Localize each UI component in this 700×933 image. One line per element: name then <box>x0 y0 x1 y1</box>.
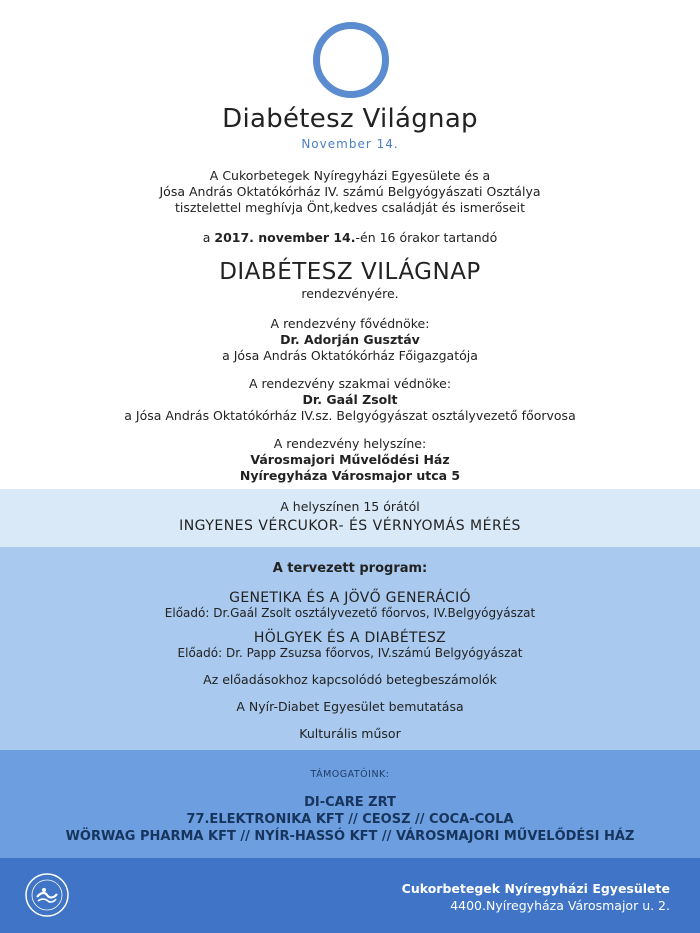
patron-label: A rendezvény fővédnöke: <box>270 316 430 331</box>
sponsors-line-1: DI-CARE ZRT <box>304 795 396 810</box>
date-pre: a <box>202 230 215 245</box>
screening-time: A helyszínen 15 órától <box>280 499 420 514</box>
page-title: Diabétesz Világnap <box>222 104 478 134</box>
date-post: -én 16 órakor tartandó <box>355 230 498 245</box>
program-item-4: A Nyír-Diabet Egyesület bemutatása <box>236 699 464 714</box>
program-heading: A tervezett program: <box>272 561 428 576</box>
professional-patron-role: a Jósa András Oktatókórház IV.sz. Belgyógyászat osztályvezető főorvosa <box>124 408 576 423</box>
talk-2-speaker: Előadó: Dr. Papp Zsuzsa főorvos, IV.számú Belgyógyászat <box>177 646 523 660</box>
sponsors-band <box>0 750 700 858</box>
invitation-line-3: tisztelettel meghívja Önt,kedves családját és ismerőseit <box>175 200 525 215</box>
professional-patron-label: A rendezvény szakmai védnöke: <box>248 376 452 391</box>
talk-1-title: GENETIKA ÉS A JÖVŐ GENERÁCIÓ <box>229 590 471 606</box>
screening-offer: INGYENES VÉRCUKOR- ÉS VÉRNYOMÁS MÉRÉS <box>179 518 521 534</box>
association-logo-icon <box>24 872 70 918</box>
talk-1-speaker: Előadó: Dr.Gaál Zsolt osztályvezető főorvos, IV.Belgyógyászat <box>164 606 536 620</box>
event-date-line <box>0 230 700 246</box>
program-item-5: Kulturális műsor <box>299 726 401 741</box>
event-suffix: rendezvényére. <box>301 286 399 301</box>
patron-role: a Jósa András Oktatókórház Főigazgatója <box>222 348 478 363</box>
invitation-line-2: Jósa András Oktatókórház IV. számú Belgyógyászati Osztálya <box>159 184 541 199</box>
footer-address: 4400.Nyíregyháza Városmajor u. 2. <box>450 898 670 913</box>
patron-name: Dr. Adorján Gusztáv <box>280 332 420 347</box>
footer-band <box>0 858 700 933</box>
event-title: DIABÉTESZ VILÁGNAP <box>219 259 481 285</box>
program-item-3: Az előadásokhoz kapcsolódó betegbeszámolók <box>203 672 497 687</box>
sponsors-line-3: WÖRWAG PHARMA KFT // NYÍR-HASSÓ KFT // VÁROSMAJORI MŰVELŐDÉSI HÁZ <box>65 829 635 844</box>
program-band <box>0 547 700 750</box>
organizer-name: Cukorbetegek Nyíregyházi Egyesülete <box>222 168 461 183</box>
venue-label: A rendezvény helyszíne: <box>273 436 427 451</box>
footer-org-name: Cukorbetegek Nyíregyházi Egyesülete <box>401 881 670 896</box>
event-date: 2017. november 14. <box>214 230 356 245</box>
talk-2-title: HÖLGYEK ÉS A DIABÉTESZ <box>253 630 447 646</box>
professional-patron-name: Dr. Gaál Zsolt <box>302 392 398 407</box>
blue-circle-logo-icon <box>313 22 389 98</box>
sponsors-heading: TÁMOGATÓINK: <box>310 769 390 780</box>
screening-band <box>0 489 700 547</box>
invitation-line-1 <box>0 168 700 184</box>
sponsors-line-2: 77.ELEKTRONIKA KFT // CEOSZ // COCA-COLA <box>186 812 514 827</box>
venue-name: Városmajori Művelődési Ház <box>250 452 450 467</box>
invitation-line-1-pre: A <box>209 168 223 183</box>
venue-address: Nyíregyháza Városmajor utca 5 <box>239 468 461 483</box>
invitation-block <box>0 168 700 484</box>
invitation-line-1-post: és a <box>460 168 491 183</box>
page-date: November 14. <box>301 137 399 151</box>
footer-organization <box>402 880 670 914</box>
